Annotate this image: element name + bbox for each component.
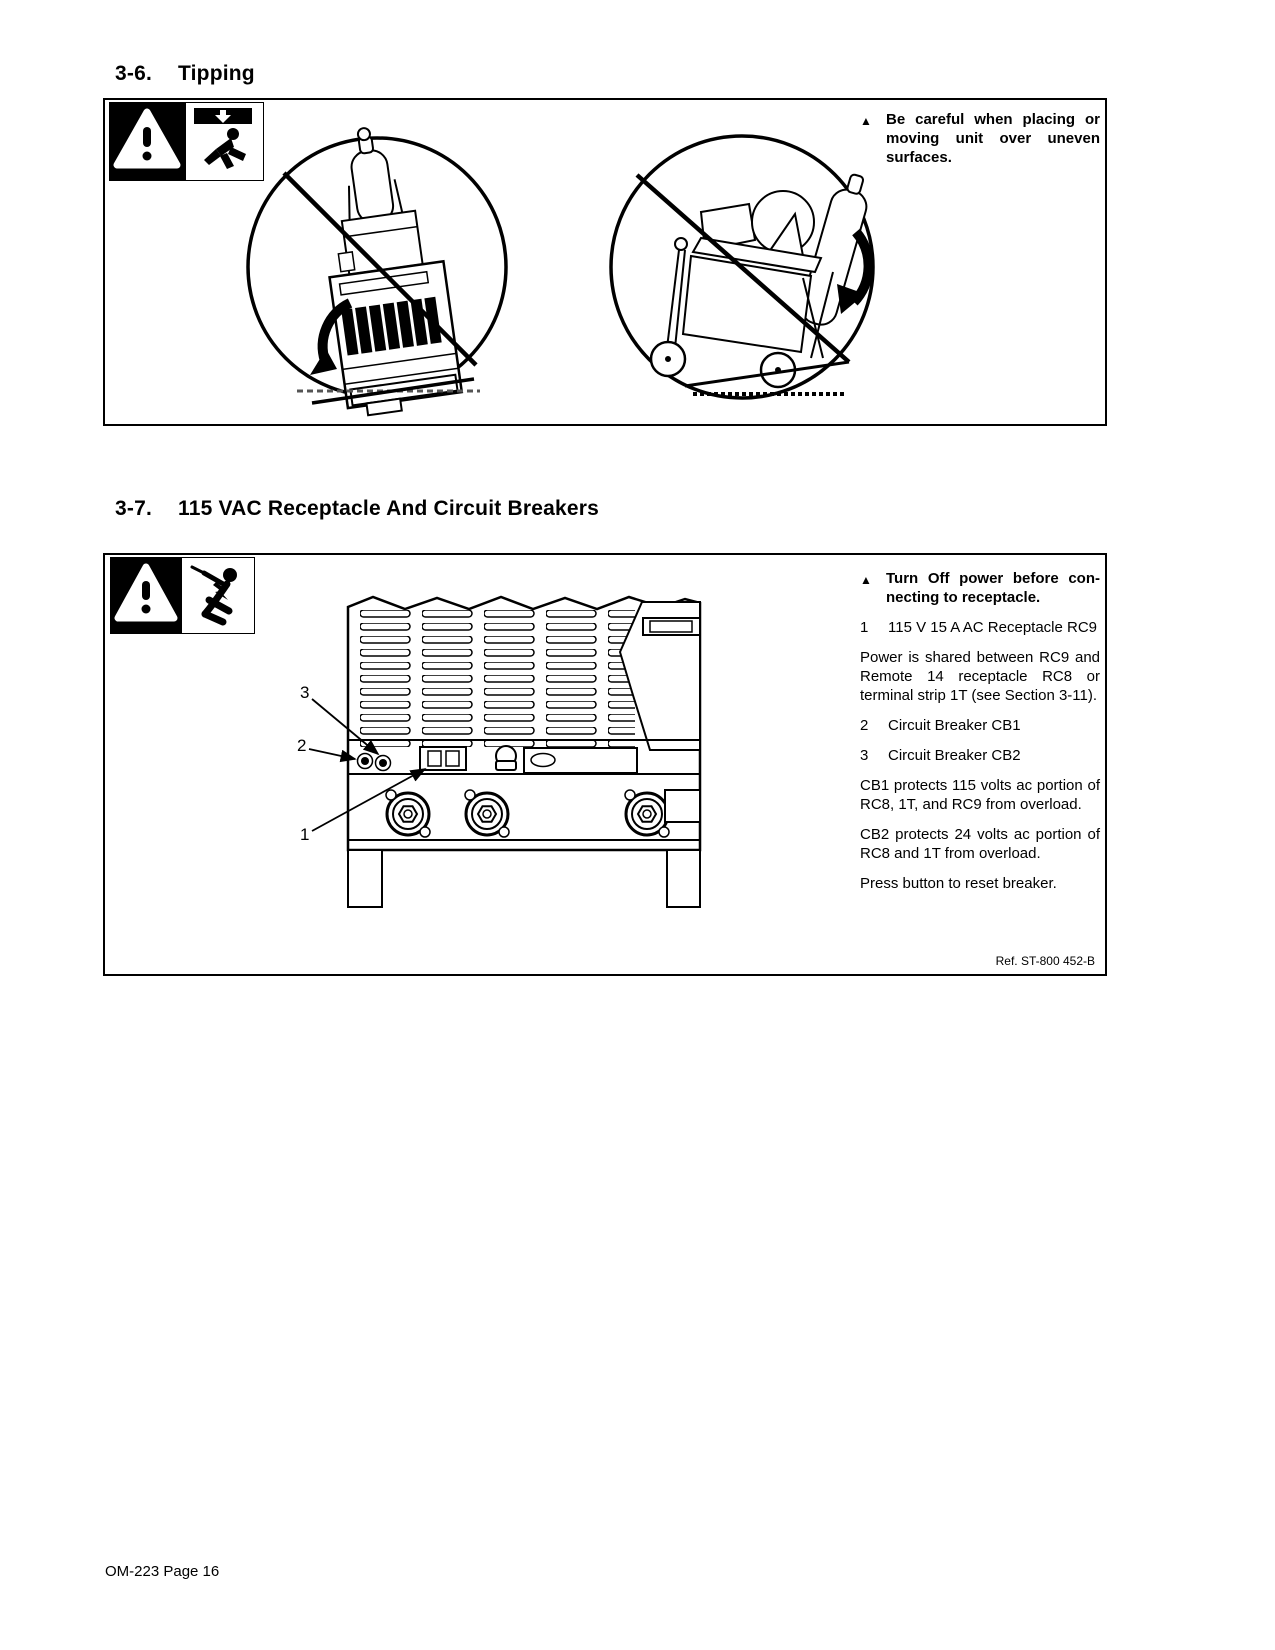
- section-36-text-column: [860, 110, 1100, 178]
- page-footer: OM-223 Page 16: [105, 1563, 220, 1580]
- section-37-heading: [115, 497, 599, 521]
- section-37-figure-box: [103, 553, 1107, 976]
- section-37-title: 115 VAC Receptacle And Circuit Breakers: [178, 497, 599, 520]
- warning-icons-37: [110, 557, 255, 634]
- section-36-figure-box: [103, 98, 1107, 426]
- body-paragraph: Power is shared between RC9 and Remote 14 receptacle RC8 or terminal strip 1T (see Section 3-11).: [860, 649, 1100, 704]
- section-37-number: 3-7.: [115, 497, 152, 520]
- triangle-bullet-icon: ▲: [860, 573, 872, 587]
- warning-triangle-icon: [111, 558, 181, 633]
- legend-item-number: 2: [860, 717, 869, 734]
- legend-item-number: 3: [860, 747, 869, 764]
- legend-item-label: 115 V 15 A AC Receptacle RC9: [888, 619, 1098, 636]
- legend-item-label: Circuit Breaker CB1: [888, 717, 1021, 734]
- section-37-text-column: [860, 569, 1100, 904]
- warning-note: [860, 110, 1100, 167]
- body-paragraph: CB1 protects 115 volts ac portion of RC8, 1T, and RC9 from overload.: [860, 777, 1100, 813]
- warning-text: Turn Off power before con-necting to receptacle.: [886, 570, 1100, 606]
- body-paragraph: Press button to reset breaker.: [860, 875, 1057, 892]
- section-36-heading: [115, 62, 255, 86]
- legend-item-number: 1: [860, 619, 869, 636]
- section-36-number: 3-6.: [115, 62, 152, 85]
- warning-icons-36: [109, 102, 264, 181]
- legend-item: [860, 746, 1100, 765]
- warning-note: [860, 569, 1100, 607]
- no-tipping-incline-diagram: [242, 117, 512, 417]
- no-tipping-cart-diagram: [597, 120, 887, 415]
- legend-item-label: Circuit Breaker CB2: [888, 747, 1021, 764]
- body-paragraph: CB2 protects 24 volts ac portion of RC8 and 1T from overload.: [860, 826, 1100, 862]
- figure-reference: Ref. ST-800 452-B: [995, 954, 1095, 968]
- ac-receptacle-rc9: [420, 747, 466, 770]
- legend-item: [860, 716, 1100, 735]
- triangle-bullet-icon: ▲: [860, 114, 872, 128]
- callout-2: 2: [297, 736, 307, 755]
- callout-3: 3: [300, 683, 310, 702]
- section-36-title: Tipping: [178, 62, 255, 85]
- warning-text: Be careful when placing or moving unit over uneven surfaces.: [886, 111, 1100, 166]
- legend-item: [860, 618, 1100, 637]
- rear-panel-diagram: [285, 585, 725, 915]
- callout-1: 1: [300, 825, 310, 844]
- warning-triangle-icon: [110, 103, 185, 180]
- electric-shock-hazard-icon: [181, 558, 254, 633]
